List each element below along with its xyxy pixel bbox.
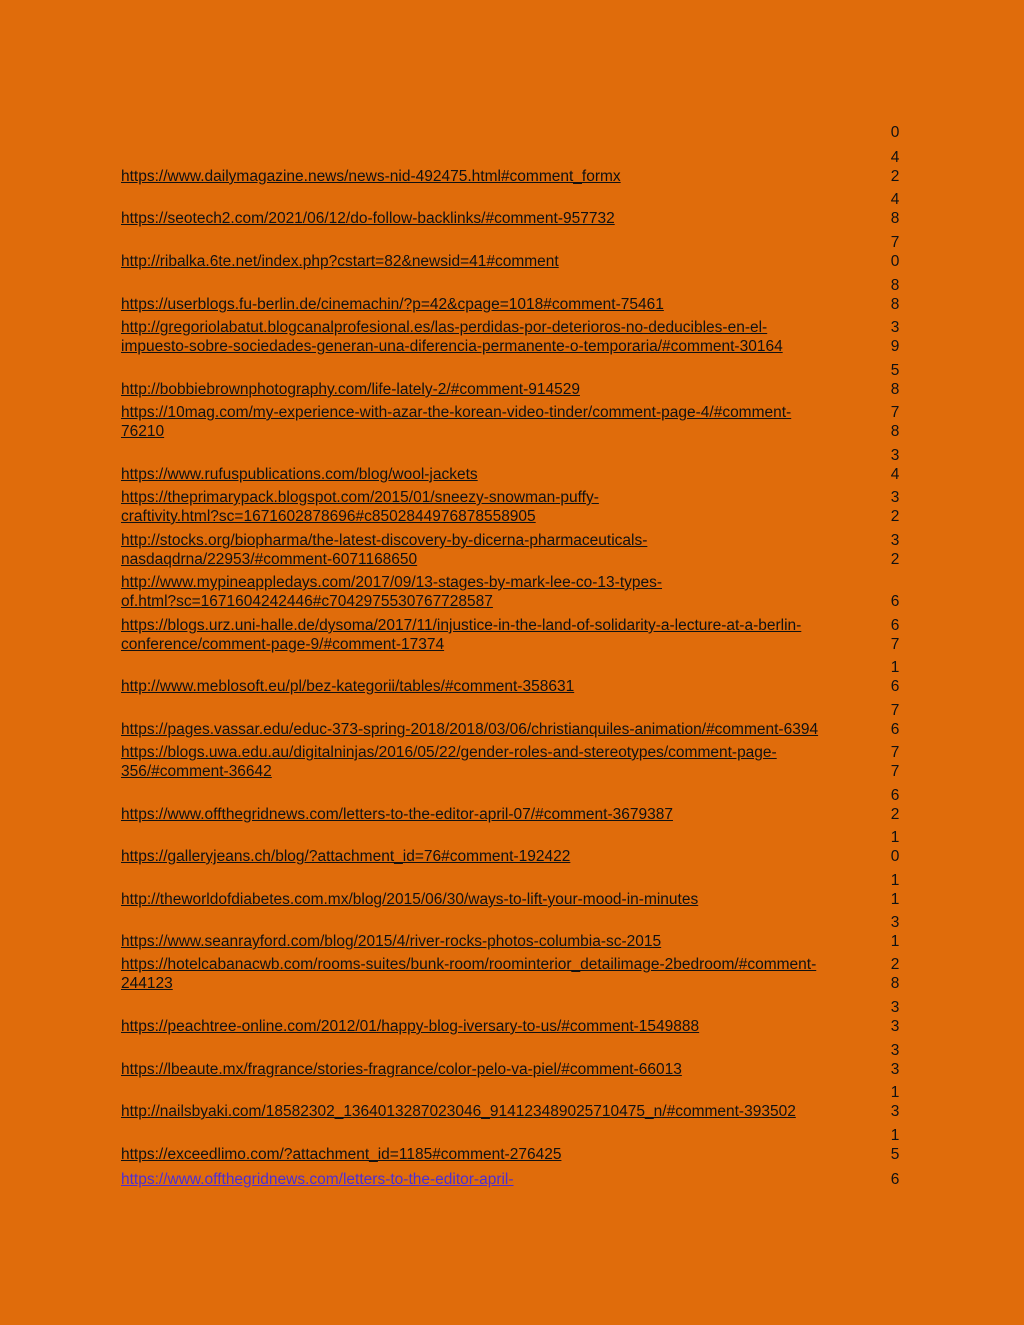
digit: 2: [890, 956, 900, 973]
url-text: http://gregoriolabatut.blogcanalprofesional.es/las-perdidas-por-deterioros-no-deducibles-en-el-: [121, 319, 768, 336]
digit: 0: [890, 253, 900, 270]
url-link[interactable]: [121, 677, 877, 696]
url-link[interactable]: [121, 573, 877, 611]
url-text: https://theprimarypack.blogspot.com/2015/01/sneezy-snowman-puffy-: [121, 489, 599, 506]
digit: 1: [890, 872, 900, 889]
digit: 0: [890, 124, 900, 141]
url-text: http://stocks.org/biopharma/the-latest-discovery-by-dicerna-pharmaceuticals-: [121, 532, 648, 549]
url-link[interactable]: [121, 932, 877, 951]
url-link[interactable]: [121, 743, 877, 781]
url-link[interactable]: [121, 318, 877, 356]
digit: 1: [890, 659, 900, 676]
url-link[interactable]: [121, 531, 877, 569]
digit: 4: [890, 191, 900, 208]
digit: 0: [890, 848, 900, 865]
url-text: impuesto-sobre-sociedades-generan-una-diferencia-permanente-o-temporaria/#comment-30164: [121, 338, 783, 355]
url-link[interactable]: [121, 890, 877, 909]
digit: 3: [890, 914, 900, 931]
url-link[interactable]: [121, 616, 877, 654]
digit: 2: [890, 508, 900, 525]
url-link[interactable]: [121, 955, 877, 993]
url-text: 76210: [121, 423, 165, 440]
url-text: https://pages.vassar.edu/educ-373-spring-2018/2018/03/06/christianquiles-animation/#comment-6394: [121, 721, 819, 738]
url-text: 244123: [121, 975, 173, 992]
digit: 6: [890, 721, 900, 738]
url-text: https://galleryjeans.ch/blog/?attachment_id=76#comment-192422: [121, 848, 571, 865]
url-link-visited[interactable]: [121, 1170, 877, 1189]
digit: 3: [890, 319, 900, 336]
digit: 7: [890, 636, 900, 653]
url-text: https://blogs.uwa.edu.au/digitalninjas/2016/05/22/gender-roles-and-stereotypes/comment-page-: [121, 744, 777, 761]
url-link[interactable]: [121, 805, 877, 824]
url-text: https://seotech2.com/2021/06/12/do-follow-backlinks/#comment-957732: [121, 210, 615, 227]
url-link[interactable]: [121, 403, 877, 441]
url-text: https://hotelcabanacwb.com/rooms-suites/bunk-room/roominterior_detailimage-2bedroom/#comment-: [121, 956, 817, 973]
url-link[interactable]: [121, 252, 877, 271]
url-text: nasdaqdrna/22953/#comment-6071168650: [121, 551, 418, 568]
digit: 6: [890, 617, 900, 634]
url-text: http://www.meblosoft.eu/pl/bez-kategorii/tables/#comment-358631: [121, 678, 575, 695]
digit: 8: [890, 296, 900, 313]
digit: 8: [890, 277, 900, 294]
url-text: https://www.offthegridnews.com/letters-to-the-editor-april-: [121, 1171, 514, 1188]
url-text: https://www.rufuspublications.com/blog/wool-jackets: [121, 466, 478, 483]
url-link[interactable]: [121, 847, 877, 866]
url-text: https://lbeaute.mx/fragrance/stories-fragrance/color-pelo-va-piel/#comment-66013: [121, 1061, 682, 1078]
url-link[interactable]: [121, 1102, 877, 1121]
digit: 1: [890, 891, 900, 908]
url-text: https://exceedlimo.com/?attachment_id=1185#comment-276425: [121, 1146, 562, 1163]
digit: 8: [890, 975, 900, 992]
digit: 1: [890, 1127, 900, 1144]
digit: 3: [890, 489, 900, 506]
digit: 2: [890, 806, 900, 823]
url-text: https://www.seanrayford.com/blog/2015/4/river-rocks-photos-columbia-sc-2015: [121, 933, 662, 950]
url-text: https://www.offthegridnews.com/letters-to-the-editor-april-07/#comment-3679387: [121, 806, 673, 823]
digit: 6: [890, 593, 900, 610]
digit: 8: [890, 381, 900, 398]
url-link[interactable]: [121, 380, 877, 399]
url-text: 356/#comment-36642: [121, 763, 272, 780]
url-link[interactable]: [121, 720, 877, 739]
url-text: https://www.dailymagazine.news/news-nid-492475.html#comment_formx: [121, 168, 621, 185]
digit: 3: [890, 1061, 900, 1078]
url-text: http://www.mypineappledays.com/2017/09/13-stages-by-mark-lee-co-13-types-: [121, 574, 663, 591]
digit: 6: [890, 678, 900, 695]
digit: 3: [890, 999, 900, 1016]
url-text: http://theworldofdiabetes.com.mx/blog/2015/06/30/ways-to-lift-your-mood-in-minutes: [121, 891, 699, 908]
url-text: http://bobbiebrownphotography.com/life-lately-2/#comment-914529: [121, 381, 580, 398]
digit: 7: [890, 744, 900, 761]
url-link[interactable]: [121, 1017, 877, 1036]
url-link[interactable]: [121, 1060, 877, 1079]
digit: 6: [890, 787, 900, 804]
digit: 4: [890, 149, 900, 166]
digit: 3: [890, 447, 900, 464]
digit: 7: [890, 404, 900, 421]
digit: 2: [890, 168, 900, 185]
digit: 4: [890, 466, 900, 483]
url-link[interactable]: [121, 295, 877, 314]
url-link[interactable]: [121, 209, 877, 228]
digit: 8: [890, 423, 900, 440]
url-text: http://ribalka.6te.net/index.php?cstart=82&newsid=41#comment: [121, 253, 559, 270]
digit: 3: [890, 1018, 900, 1035]
digit: 1: [890, 1084, 900, 1101]
url-text: https://10mag.com/my-experience-with-azar-the-korean-video-tinder/comment-page-4/#comment-: [121, 404, 792, 421]
url-link[interactable]: [121, 1145, 877, 1164]
url-text: https://peachtree-online.com/2012/01/happy-blog-iversary-to-us/#comment-1549888: [121, 1018, 700, 1035]
url-text: of.html?sc=1671604242446#c7042975530767728587: [121, 593, 493, 610]
digit: 2: [890, 551, 900, 568]
url-text: http://nailsbyaki.com/18582302_1364013287023046_914123489025710475_n/#comment-393502: [121, 1103, 796, 1120]
url-link[interactable]: [121, 488, 877, 526]
digit: 1: [890, 933, 900, 950]
digit: 3: [890, 1042, 900, 1059]
digit: 7: [890, 234, 900, 251]
url-link[interactable]: [121, 167, 877, 186]
digit: 1: [890, 829, 900, 846]
url-link[interactable]: [121, 465, 877, 484]
url-text: craftivity.html?sc=1671602878696#c8502844976878558905: [121, 508, 536, 525]
digit: 6: [890, 1171, 900, 1188]
url-text: conference/comment-page-9/#comment-17374: [121, 636, 445, 653]
digit: 5: [890, 1146, 900, 1163]
digit: 9: [890, 338, 900, 355]
url-text: https://userblogs.fu-berlin.de/cinemachin/?p=42&cpage=1018#comment-75461: [121, 296, 664, 313]
digit: 3: [890, 532, 900, 549]
digit: 5: [890, 362, 900, 379]
digit: 7: [890, 763, 900, 780]
url-text: https://blogs.urz.uni-halle.de/dysoma/2017/11/injustice-in-the-land-of-solidarity-a-lecture-at-a-berlin-: [121, 617, 802, 634]
digit: 7: [890, 702, 900, 719]
digit: 3: [890, 1103, 900, 1120]
digit: 8: [890, 210, 900, 227]
